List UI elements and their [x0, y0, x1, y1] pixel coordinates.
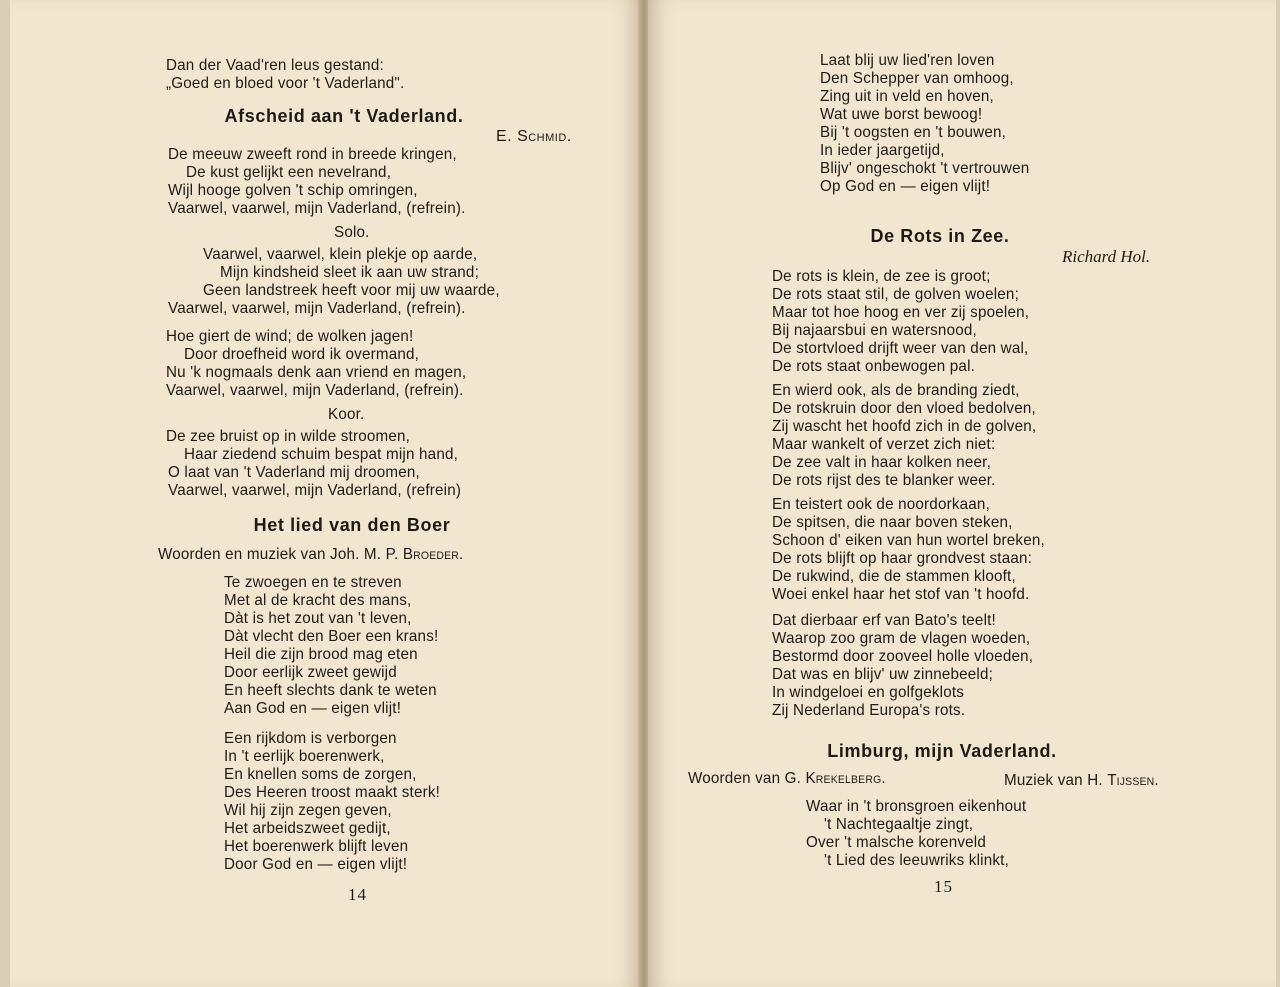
- verse-line: Vaarwel, vaarwel, mijn Vaderland, (refrein): [168, 482, 462, 499]
- verse-line: De rots staat stil, de golven woelen;: [772, 286, 1019, 303]
- page-number: 14: [348, 885, 367, 904]
- verse-line: De rotskruin door den vloed bedolven,: [772, 400, 1036, 417]
- verse-line: Zij wascht het hoofd zich in de golven,: [772, 418, 1037, 435]
- verse-line: Schoon d' eiken van hun wortel breken,: [772, 532, 1045, 549]
- verse-line: Over 't malsche korenveld: [806, 834, 986, 851]
- verse-line: Wil hij zijn zegen geven,: [224, 802, 392, 819]
- verse-line: Geen landstreek heeft voor mij uw waarde,: [203, 282, 500, 299]
- verse-line: 't Lied des leeuwriks klinkt,: [824, 852, 1009, 869]
- verse-line: Den Schepper van omhoog,: [820, 70, 1014, 87]
- song-author: Richard Hol.: [1062, 247, 1151, 266]
- verse-line: Dat dierbaar erf van Bato's teelt!: [772, 612, 996, 629]
- verse-line: In windgeloei en golfgeklots: [772, 684, 965, 701]
- verse-line: Dàt vlecht den Boer een krans!: [224, 628, 439, 645]
- verse-line: En heeft slechts dank te weten: [224, 682, 437, 699]
- verse-line: En knellen soms de zorgen,: [224, 766, 417, 783]
- song-credit: Woorden en muziek van Joh. M. P. Broeder.: [158, 546, 464, 563]
- song-title: Limburg, mijn Vaderland.: [827, 741, 1057, 761]
- right-page: [648, 0, 1276, 987]
- song-credit-music: Muziek van H. Tijssen.: [1004, 772, 1159, 789]
- verse-line: Haar ziedend schuim bespat mijn hand,: [184, 446, 459, 463]
- song-title: Het lied van den Boer: [253, 515, 451, 535]
- verse-line: In ieder jaargetijd,: [820, 142, 945, 159]
- verse-line: Wat uwe borst bewoog!: [820, 106, 983, 123]
- verse-line: Met al de kracht des mans,: [224, 592, 412, 609]
- verse-line: Een rijkdom is verborgen: [224, 730, 397, 747]
- verse-line: Des Heeren troost maakt sterk!: [224, 784, 441, 801]
- verse-line: De rots blijft op haar grondvest staan:: [772, 550, 1033, 567]
- verse-line: Zing uit in veld en hoven,: [820, 88, 994, 105]
- verse-line: Heil die zijn brood mag eten: [224, 646, 418, 663]
- verse-line: En wierd ook, als de branding ziedt,: [772, 382, 1020, 399]
- left-page: [10, 0, 640, 987]
- verse-line: In 't eerlijk boerenwerk,: [224, 748, 385, 765]
- page-number: 15: [934, 877, 953, 896]
- verse-line: Hoe giert de wind; de wolken jagen!: [166, 328, 414, 345]
- verse-line: De rots is klein, de zee is groot;: [772, 268, 991, 285]
- song-title: Afscheid aan 't Vaderland.: [224, 106, 464, 126]
- verse-line: Bestormd door zooveel holle vloeden,: [772, 648, 1034, 665]
- verse-line: Blijv' ongeschokt 't vertrouwen: [820, 160, 1030, 177]
- verse-line: O laat van 't Vaderland mij droomen,: [168, 464, 420, 481]
- verse-line: Te zwoegen en te streven: [224, 574, 402, 591]
- verse-line: Door droefheid word ik overmand,: [184, 346, 420, 363]
- song-credit-words: Woorden van G. Krekelberg.: [688, 770, 886, 787]
- verse-line: Dat was en blijv' uw zinnebeeld;: [772, 666, 994, 683]
- verse-line: Aan God en — eigen vlijt!: [224, 700, 402, 717]
- verse-line: Vaarwel, vaarwel, mijn Vaderland, (refrein).: [168, 300, 466, 317]
- verse-line: 't Nachtegaaltje zingt,: [824, 816, 974, 833]
- verse-line: Woei enkel haar het stof van 't hoofd.: [772, 586, 1030, 603]
- section-label: Koor.: [328, 406, 365, 423]
- section-label: Solo.: [334, 224, 370, 241]
- verse-line: Waar in 't bronsgroen eikenhout: [806, 798, 1027, 815]
- verse-line: Bij 't oogsten en 't bouwen,: [820, 124, 1007, 141]
- verse-line: Vaarwel, vaarwel, mijn Vaderland, (refrein).: [168, 200, 466, 217]
- verse-line: De zee valt in haar kolken neer,: [772, 454, 992, 471]
- verse-line: „Goed en bloed voor 't Vaderland".: [166, 75, 405, 92]
- verse-line: Wijl hooge golven 't schip omringen,: [168, 182, 418, 199]
- verse-line: Dan der Vaad'ren leus gestand:: [166, 57, 384, 74]
- verse-line: Het arbeidszweet gedijt,: [224, 820, 391, 837]
- verse-line: Zij Nederland Europa's rots.: [772, 702, 966, 719]
- verse-line: De rots rijst des te blanker weer.: [772, 472, 996, 489]
- verse-line: Bij najaarsbui en watersnood,: [772, 322, 977, 339]
- verse-line: De zee bruist op in wilde stroomen,: [166, 428, 411, 445]
- verse-line: Door eerlijk zweet gewijd: [224, 664, 397, 681]
- verse-line: De meeuw zweeft rond in breede kringen,: [168, 146, 457, 163]
- verse-line: De kust gelijkt een nevelrand,: [186, 164, 392, 181]
- verse-line: Vaarwel, vaarwel, mijn Vaderland, (refrein).: [166, 382, 464, 399]
- verse-line: Het boerenwerk blijft leven: [224, 838, 409, 855]
- verse-line: Vaarwel, vaarwel, klein plekje op aarde,: [203, 246, 478, 263]
- verse-line: De rukwind, die de stammen klooft,: [772, 568, 1016, 585]
- verse-line: De spitsen, die naar boven steken,: [772, 514, 1013, 531]
- verse-line: En teistert ook de noordorkaan,: [772, 496, 990, 513]
- verse-line: Waarop zoo gram de vlagen woeden,: [772, 630, 1031, 647]
- song-author: E. Schmid.: [496, 128, 572, 145]
- verse-line: Laat blij uw lied'ren loven: [820, 52, 995, 69]
- song-title: De Rots in Zee.: [870, 226, 1010, 246]
- verse-line: Maar wankelt of verzet zich niet:: [772, 436, 996, 453]
- verse-line: Dàt is het zout van 't leven,: [224, 610, 412, 627]
- verse-line: Nu 'k nogmaals denk aan vriend en magen,: [166, 364, 467, 381]
- verse-line: Maar tot hoe hoog en ver zij spoelen,: [772, 304, 1030, 321]
- verse-line: De rots staat onbewogen pal.: [772, 358, 976, 375]
- verse-line: Door God en — eigen vlijt!: [224, 856, 408, 873]
- verse-line: Mijn kindsheid sleet ik aan uw strand;: [220, 264, 479, 281]
- verse-line: De stortvloed drijft weer van den wal,: [772, 340, 1029, 357]
- verse-line: Op God en — eigen vlijt!: [820, 178, 991, 195]
